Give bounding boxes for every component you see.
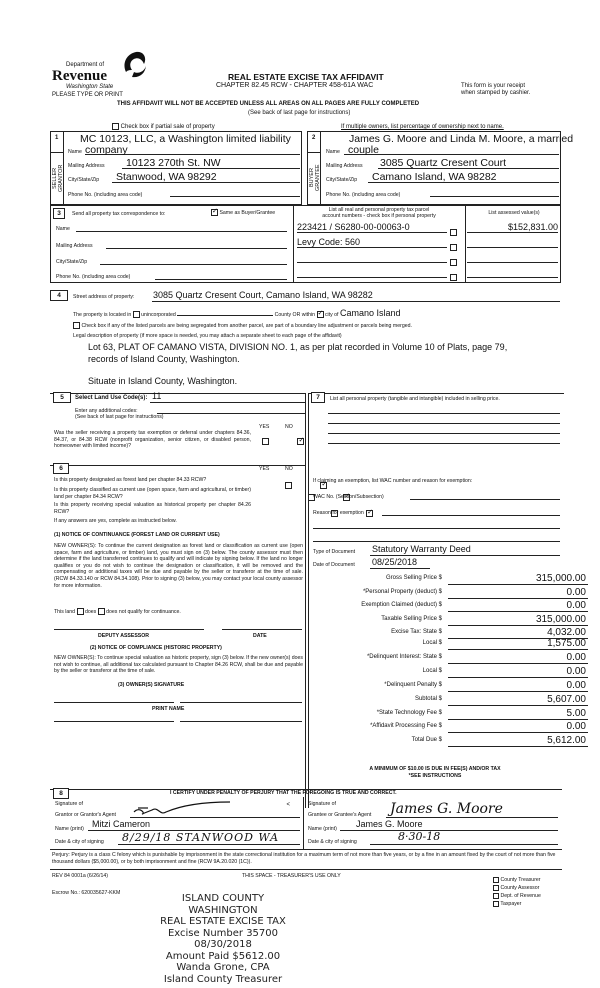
section4-number: 4 <box>50 290 68 301</box>
unincorporated-checkbox[interactable] <box>133 311 140 318</box>
parcel-number[interactable]: Levy Code: 560 <box>297 237 361 247</box>
grantor-signature[interactable]: < <box>130 806 300 818</box>
grantor-sig-label-1: Signature of <box>55 801 83 807</box>
seller-city[interactable]: Stanwood, WA 98292 <box>116 171 217 183</box>
fee-row-excise-local: Local $ 1,575.00 <box>422 638 586 649</box>
fee-value[interactable]: 1,575.00 <box>448 638 588 650</box>
grantor-sig-label-2: Grantor or Grantor's Agent <box>55 812 116 818</box>
date-label: DATE <box>253 633 267 639</box>
s3-mailing-label: Mailing Address <box>56 243 93 249</box>
copy-dept-of-revenue: Dept. of Revenue <box>493 892 541 900</box>
personal-property-line[interactable] <box>328 434 560 444</box>
fee-value[interactable]: 0.00 <box>448 600 588 612</box>
doc-date-label: Date of Document <box>313 562 355 568</box>
s5-no-checkbox[interactable] <box>297 438 304 445</box>
s3-city-label: City/State/Zip <box>56 259 88 265</box>
seller-name-label: Name <box>68 149 82 155</box>
fee-value[interactable]: 0.00 <box>448 680 588 692</box>
form-title: REAL ESTATE EXCISE TAX AFFIDAVIT <box>228 72 384 82</box>
personal-property-line[interactable] <box>328 414 560 424</box>
fee-row-tech-fee: *State Technology Fee $ 5.00 <box>376 708 586 719</box>
copy-county-treasurer: County Treasurer <box>493 876 541 884</box>
doc-type[interactable]: Statutory Warranty Deed <box>372 544 471 554</box>
assessed-header: List assessed value(s) <box>488 210 540 216</box>
see-instructions: *SEE INSTRUCTIONS <box>408 773 462 779</box>
grantee-date-label: Date & city of signing <box>308 839 357 845</box>
reason-field-2[interactable] <box>313 520 560 529</box>
s6-if-yes: If any answers are yes, complete as instructed below. <box>54 518 177 524</box>
grantee-signature[interactable]: James G. Moore <box>390 801 503 817</box>
buyer-city[interactable]: Camano Island, WA 98282 <box>372 171 497 183</box>
receipt-note-1: This form is your receipt <box>461 83 526 89</box>
fee-row-taxable: Taxable Selling Price $ 315,000.00 <box>381 614 586 625</box>
seller-phone-label: Phone No. (including area code) <box>68 192 143 198</box>
section2-number: 2 <box>312 135 316 141</box>
copy-distribution-list <box>493 876 541 908</box>
reason-field[interactable] <box>382 507 560 516</box>
form-revision: REV 84 0001a (6/26/14) <box>52 873 108 879</box>
parcel-row <box>297 266 559 279</box>
s6-question-historic: Is this property receiving special valuation as historical property per chapter 84.26 RCW? <box>54 502 251 515</box>
notice1-title: (1) NOTICE OF CONTINUANCE (FOREST LAND OR CURRENT USE) <box>54 532 220 538</box>
segregated-checkbox[interactable] <box>73 322 80 329</box>
street-label: Street address of property: <box>73 294 135 300</box>
fee-row-subtotal: Subtotal $ 5,607.00 <box>414 694 586 705</box>
reason-label: Reason for exemption <box>313 510 364 516</box>
s5-no-header: NO <box>285 424 293 430</box>
deputy-assessor-label: DEPUTY ASSESSOR <box>98 633 150 639</box>
fee-value[interactable]: 5.00 <box>448 708 588 720</box>
owner-signature-label: (3) OWNER(S) SIGNATURE <box>118 682 185 688</box>
buyer-phone-field[interactable] <box>430 188 559 197</box>
parcel-row <box>297 236 559 249</box>
copy-taxpayer: Taxpayer <box>493 900 541 908</box>
fee-row-total-due: Total Due $ 5,612.00 <box>411 735 586 746</box>
grantor-signature-scribble-icon <box>130 800 250 818</box>
wac-field[interactable] <box>410 491 560 500</box>
s6-forest-yes-checkbox[interactable] <box>285 482 292 489</box>
s6-historic-no-checkbox[interactable] <box>366 510 373 517</box>
copy-county-assessor: County Assessor <box>493 884 541 892</box>
section1-number: 1 <box>55 135 59 141</box>
section5-number: 5 <box>53 392 71 403</box>
seller-mailing[interactable]: 10123 270th St. NW <box>126 157 221 169</box>
segregated-row: Check box if any of the listed parcels are being segregated from another parcel, are part of a boundary line adjustment or parcels being merged. <box>73 322 412 329</box>
fee-value[interactable]: 0.00 <box>448 666 588 678</box>
land-use-code[interactable]: 11 <box>152 391 162 401</box>
fee-value[interactable]: 0.00 <box>448 721 588 733</box>
fee-value[interactable]: 0.00 <box>448 587 588 599</box>
s3-city-field[interactable] <box>100 256 287 265</box>
wac-label: WAC No. (Section/Subsection) <box>313 494 384 500</box>
deputy-assessor-sig-line[interactable] <box>54 620 204 630</box>
s5-yes-header: YES <box>259 424 270 430</box>
grantee-date-city[interactable]: 8·30-18 <box>398 830 441 843</box>
warning-sub: (See back of last page for instructions) <box>248 110 351 116</box>
partial-sale-row <box>112 123 215 130</box>
grantor-name[interactable]: Mitzi Cameron <box>92 819 151 829</box>
fee-row-processing-fee: *Affidavit Processing Fee $ 0.00 <box>370 721 586 732</box>
logo-state: Washington State <box>66 84 114 90</box>
grantor-date-label: Date & city of signing <box>55 839 104 845</box>
land-use-label: Select Land Use Code(s): <box>75 395 148 401</box>
buyer-mailing[interactable]: 3085 Quartz Cresent Court <box>380 157 507 169</box>
section7-number: 7 <box>311 392 325 403</box>
s3-phone-field[interactable] <box>155 271 287 280</box>
does-qualify-checkbox[interactable] <box>77 608 84 615</box>
certify-statement: I CERTIFY UNDER PENALTY OF PERJURY THAT THE FOREGOING IS TRUE AND CORRECT. <box>170 790 397 796</box>
grantee-sig-label-1: Signature of <box>308 801 336 807</box>
fee-value[interactable]: 4,032.00 <box>448 627 588 639</box>
fee-value[interactable]: 315,000.00 <box>448 573 588 585</box>
s3-name-label: Name <box>56 226 70 232</box>
street-address[interactable]: 3085 Quartz Cresent Court, Camano Island, WA 98282 <box>153 290 373 300</box>
dor-logo <box>52 56 147 92</box>
buyer-mailing-label: Mailing Address <box>326 163 363 169</box>
personal-property-line[interactable] <box>328 404 560 414</box>
notice2-text: NEW OWNER(S): To continue special valuation as historic property, sign (3) below. If the new owner(s) does not wish to continue, all additional tax calculated pursuant to Chapter 84.26 RCW, shall be due and payable by the seller or transferor at the time of sale. <box>54 655 303 675</box>
receipt-note-2: when stamped by cashier. <box>461 90 531 96</box>
fee-value[interactable]: 0.00 <box>448 652 588 664</box>
buyer-grantee-label: BUYER GRANTEE <box>309 164 321 192</box>
fee-row-excise-state: Excise Tax: State $ 4,032.00 <box>391 627 586 638</box>
parcel-header-2: account numbers - check box if personal property <box>322 213 436 219</box>
personal-property-checkbox[interactable] <box>450 274 457 281</box>
print-name-label: PRINT NAME <box>152 706 185 712</box>
legal-label: Legal description of property (if more space is needed, you may attach a separate sheet to each page of the affidavit) <box>73 333 342 339</box>
city-checkbox[interactable] <box>317 311 324 318</box>
additional-codes-sub: (See back of last page for instructions) <box>75 414 164 420</box>
fee-value[interactable]: 5,607.00 <box>448 694 588 706</box>
grantee-sig-label-2: Grantee or Grantee's Agent <box>308 812 372 818</box>
treasurer-stamp: ISLAND COUNTY WASHINGTON REAL ESTATE EXCISE TAX Excise Number 35700 08/30/2018 Amount Paid $5612.00 Wanda Grone, CPA Island County Treasurer <box>160 893 286 985</box>
seller-name-line2[interactable]: company <box>85 144 128 156</box>
buyer-name-line2[interactable]: couple <box>348 144 379 156</box>
doc-date[interactable]: 08/25/2018 <box>372 557 418 567</box>
legal-line2[interactable]: records of Island County, Washington. <box>88 354 240 364</box>
s3-phone-label: Phone No. (including area code) <box>56 274 131 280</box>
legal-line3[interactable]: Situate in Island County, Washington. <box>88 376 238 386</box>
s6-yes-header: YES <box>259 466 270 472</box>
fee-row-exemption: Exemption Claimed (deduct) $ 0.00 <box>361 600 586 611</box>
fee-row-delinquent-interest-state: *Delinquent Interest: State $ 0.00 <box>366 652 586 663</box>
continuance-row: This land does does not qualify for continuance. <box>54 608 181 615</box>
location-row: The property is located in unincorporated County OR within ✓ city of Camano Island <box>73 308 573 318</box>
buyer-name-line1[interactable]: James G. Moore and Linda M. Moore, a married <box>349 133 574 145</box>
print-name-line-2[interactable] <box>180 716 302 722</box>
parcel-row <box>297 221 559 234</box>
buyer-city-label: City/State/Zip <box>326 177 358 183</box>
seller-name-line1[interactable]: MC 10123, LLC, a Washington limited liability <box>80 133 291 145</box>
grantee-name[interactable]: James G. Moore <box>356 819 423 829</box>
fee-value[interactable]: 5,612.00 <box>448 735 588 747</box>
doc-type-label: Type of Document <box>313 549 356 555</box>
minimum-note: A MINIMUM OF $10.00 IS DUE IN FEE(S) AND/OR TAX <box>369 766 501 772</box>
owner-signature-line-1[interactable] <box>54 695 174 703</box>
city-name[interactable]: Camano Island <box>339 308 401 318</box>
s5-yes-checkbox[interactable] <box>262 438 269 445</box>
print-name-line-1[interactable] <box>54 716 174 722</box>
partial-sale-checkbox[interactable] <box>112 123 119 130</box>
multiple-owners-note: If multiple owners, list percentage of ownership next to name. <box>341 124 504 130</box>
partial-sale-label: Check box if partial sale of property <box>120 124 215 131</box>
personal-property-line[interactable] <box>328 424 560 434</box>
escrow-number: Escrow No.: 620035627-KKM <box>52 890 121 896</box>
does-not-qualify-checkbox[interactable] <box>98 608 105 615</box>
perjury-note: Perjury: Perjury is a class C felony which is punishable by imprisonment in the state correctional institution for a maximum term of not more than five years, or by a fine in an amount fixed by the court of not more than five thousand dollars ($5,000.00), or by both imprisonment and fine (RCW 9A.20.020 (1C)). <box>52 852 556 865</box>
s6-question-current-use: Is this property classified as current use (open space, farm and agricultural, or timber) land per chapter 84.34 RCW? <box>54 487 251 500</box>
grantor-name-label: Name (print) <box>55 826 84 832</box>
fee-row-gross: Gross Selling Price $ 315,000.00 <box>385 573 586 584</box>
treasurer-use-label: THIS SPACE - TREASURER'S USE ONLY <box>242 873 341 879</box>
buyer-name-label: Name <box>326 149 340 155</box>
parcel-row <box>297 251 559 264</box>
fee-row-delinquent-penalty: *Delinquent Penalty $ 0.00 <box>384 680 586 691</box>
assessed-value[interactable]: $152,831.00 <box>507 222 558 232</box>
grantee-name-label: Name (print) <box>308 826 337 832</box>
send-correspondence-label: Send all property tax correspondence to: <box>72 211 166 217</box>
form-subtitle: CHAPTER 82.45 RCW - CHAPTER 458-61A WAC <box>216 82 374 89</box>
personal-property-label: List all personal property (tangible and intangible) included in selling price. <box>330 396 500 402</box>
additional-codes-field[interactable] <box>157 405 305 414</box>
seller-city-label: City/State/Zip <box>68 177 100 183</box>
fee-value[interactable]: 315,000.00 <box>448 614 588 626</box>
legal-line1[interactable]: Lot 63, PLAT OF CAMANO VISTA, DIVISION NO. 1, as per plat recorded in Volume 10 of Plats, page 79, <box>88 342 508 352</box>
parcel-header-1: List all real and personal property tax parcel <box>328 207 430 213</box>
buyer-phone-label: Phone No. (including area code) <box>326 192 401 198</box>
dor-swoosh-icon <box>120 50 148 80</box>
notice1-text: NEW OWNER(S): To continue the current designation as forest land or classification as current use (open space, farm and agriculture, or timber) land, you must sign on (3) below. The county assessor must then determine if the land transferred continues to qualify and will indicate by signing below. If the land no longer qualifies or you do not wish to continue the designation or classification, it will be removed and the compensating or additional taxes will be due and payable by the seller or transferor at the time of sale. (RCW 84.33.140 or RCW 84.34.108). Prior to signing (3) below, you may contact your local county assessor for more information. <box>54 543 303 589</box>
s3-mailing-field[interactable] <box>106 240 287 249</box>
exemption-label: If claiming an exemption, list WAC number and reason for exemption: <box>313 478 473 484</box>
s6-no-header: NO <box>285 466 293 472</box>
parcel-number[interactable]: 223421 / S6280-00-00063-0 <box>297 222 410 232</box>
owner-signature-line-2[interactable] <box>180 695 302 703</box>
please-type: PLEASE TYPE OR PRINT <box>52 92 123 98</box>
fee-row-delinquent-interest-local: Local $ 0.00 <box>422 666 586 677</box>
logo-name: Revenue <box>52 68 107 84</box>
seller-mailing-label: Mailing Address <box>68 163 105 169</box>
seller-phone-field[interactable] <box>170 188 300 197</box>
s3-name-field[interactable] <box>76 223 287 232</box>
same-as-checkbox[interactable] <box>211 209 218 216</box>
notice2-title: (2) NOTICE OF COMPLIANCE (HISTORIC PROPERTY) <box>90 645 222 651</box>
assessor-date-line[interactable] <box>222 620 302 630</box>
fee-row-personal-property: *Personal Property (deduct) $ 0.00 <box>362 587 586 598</box>
section6-number: 6 <box>53 463 69 474</box>
s5-question: Was the seller receiving a property tax exemption or deferral under chapters 84.36, 84.37, or 84.38 RCW (nonprofit organization, senior citizen, or disabled person, homeowner with limited income)? <box>54 430 251 449</box>
s6-question-forest: Is this property designated as forest land per chapter 84.33 RCW? <box>54 477 207 483</box>
logo-dept: Department of <box>66 62 105 68</box>
grantor-date-city[interactable]: 8/29/18 STANWOOD WA <box>122 831 280 844</box>
county-field[interactable] <box>177 315 273 316</box>
additional-codes-label: Enter any additional codes: <box>75 408 138 414</box>
same-as-row: ✓ Same as Buyer/Grantee <box>211 209 275 216</box>
warning: THIS AFFIDAVIT WILL NOT BE ACCEPTED UNLESS ALL AREAS ON ALL PAGES ARE FULLY COMPLETED <box>117 101 420 107</box>
section3-number: 3 <box>53 208 65 219</box>
section8-number: 8 <box>53 788 69 799</box>
seller-grantor-label: SELLER GRANTOR <box>52 164 64 192</box>
